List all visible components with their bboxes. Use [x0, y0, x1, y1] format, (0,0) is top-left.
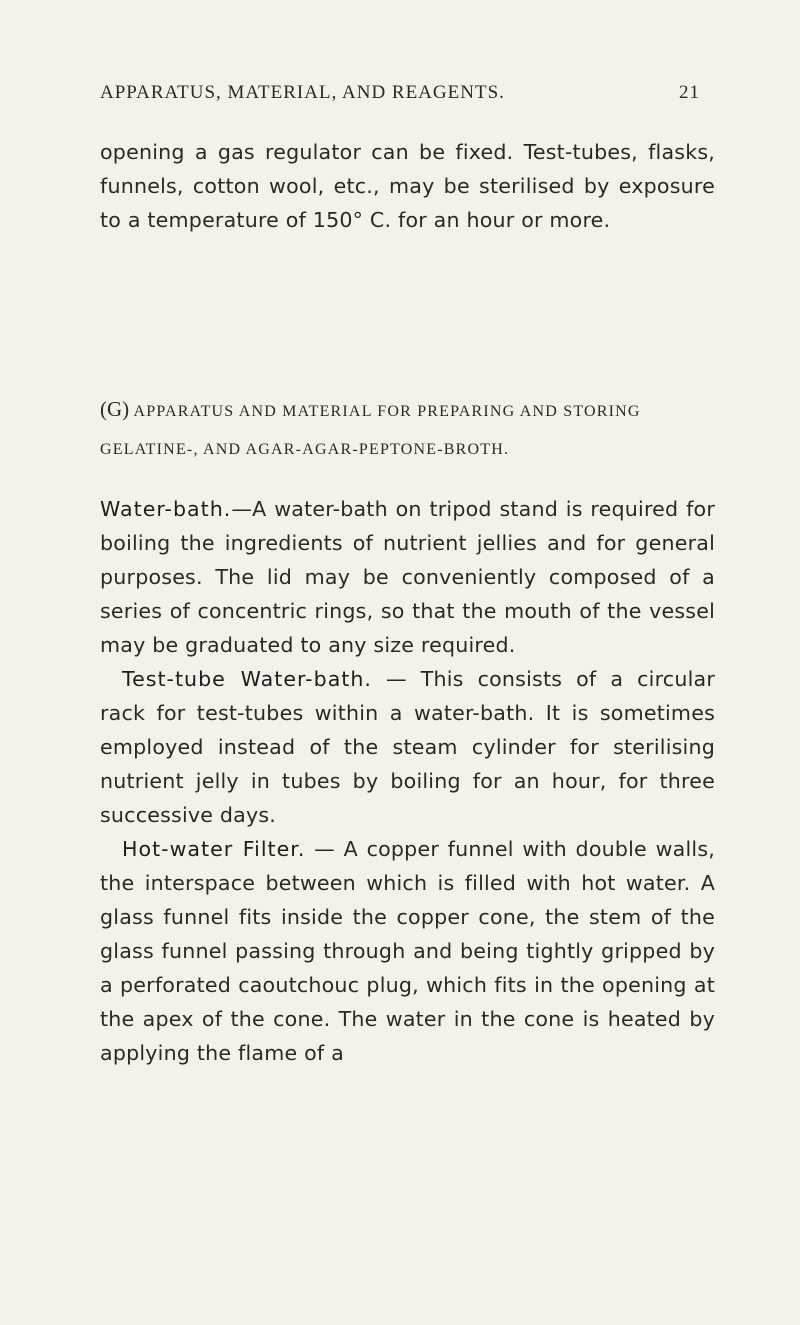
paragraph-text: — This consists of a circular rack for test-tubes within a water-bath. It is sometimes employed instead of the steam cylinder for sterilising nutrient jelly in tubes by boiling for an hour, for three successive days.	[100, 667, 715, 827]
section-title: APPARATUS AND MATERIAL FOR PREPARING AND STORING GELATINE-, AND AGAR-AGAR-PEPTONE-BROTH.	[100, 403, 641, 458]
paragraph-hot-water-filter	[100, 832, 715, 1070]
section-heading	[100, 390, 720, 469]
intro-paragraph: opening a gas regulator can be fixed. Test-tubes, flasks, funnels, cotton wool, etc., may be sterilised by exposure to a temperature of 150° C. for an hour or more.	[100, 140, 715, 232]
running-head	[100, 82, 700, 104]
paragraph-text: — A copper funnel with double walls, the interspace between which is filled with hot water. A glass funnel fits inside the copper cone, the stem of the glass funnel passing through and being tightly gripped by a perforated caoutchouc plug, which fits in the opening at the apex of the cone. The water in the cone is heated by applying the flame of a	[100, 837, 716, 1065]
running-head-title: APPARATUS, MATERIAL, AND REAGENTS.	[100, 82, 505, 103]
section-body	[100, 492, 715, 1070]
page-number: 21	[679, 82, 700, 103]
run-in-heading: Test-tube Water-bath.	[122, 667, 372, 691]
section-letter: (G)	[100, 397, 130, 421]
paragraph-test-tube-water-bath	[100, 662, 715, 832]
run-in-heading: Water-bath.	[100, 497, 232, 521]
paragraph-text: —A water-bath on tripod stand is required for boiling the ingredients of nutrient jellies and for general purposes. The lid may be conveniently composed of a series of concentric rings, so that the mouth of the vessel may be graduated to any size required.	[100, 497, 715, 657]
paragraph-water-bath	[100, 492, 715, 662]
run-in-heading: Hot-water Filter.	[122, 837, 306, 861]
